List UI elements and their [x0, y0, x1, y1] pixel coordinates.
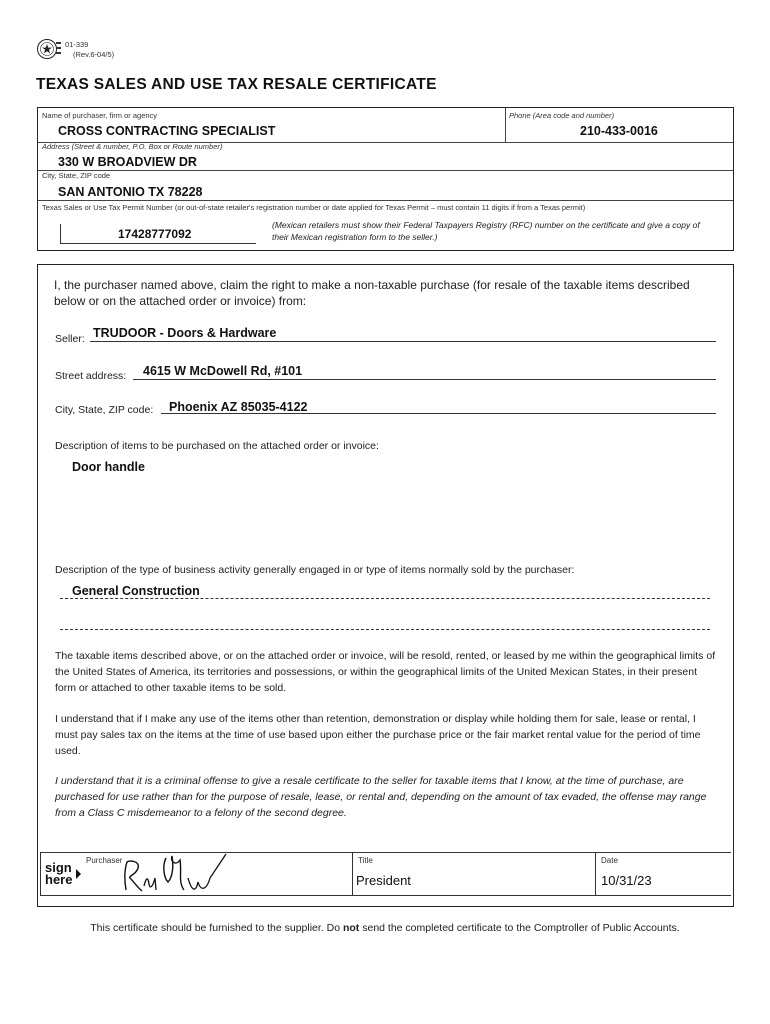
seller-city-field[interactable]: Phoenix AZ 85035-4122 [169, 400, 308, 414]
city-state-zip-field[interactable]: SAN ANTONIO TX 78228 [58, 185, 203, 199]
purchaser-signature[interactable] [118, 848, 233, 898]
sign-here-line2: here [45, 872, 73, 887]
divider [38, 170, 733, 171]
city-state-zip-label: City, State, ZIP code [42, 171, 111, 180]
form-revision: (Rev.6-04/5) [73, 50, 115, 59]
business-underline-1 [60, 598, 710, 599]
permit-number-field[interactable]: 17428777092 [118, 227, 192, 241]
arrow-right-icon [76, 869, 81, 879]
use-tax-statement: I understand that if I make any use of the items other than retention, demonstration or display while holding them for sale, lease or rental, I must pay sales tax on the items at the time of use based upon either the purchase price or the fair market rental value for the period of time used. [55, 713, 701, 757]
footer-note [0, 922, 770, 934]
purchaser-name-field[interactable]: CROSS CONTRACTING SPECIALIST [58, 124, 276, 138]
business-description-label: Description of the type of business activity generally engaged in or type of items normally sold by the purchaser: [55, 564, 575, 576]
form-number: 01-339 [65, 40, 89, 49]
phone-field[interactable]: 210-433-0016 [580, 124, 658, 138]
seller-field[interactable]: TRUDOOR - Doors & Hardware [93, 326, 277, 340]
items-description-label: Description of items to be purchased on the attached order or invoice: [55, 440, 379, 452]
seller-label: Seller: [55, 333, 85, 345]
criminal-offense-statement: I understand that it is a criminal offense to give a resale certificate to the seller for taxable items that I know, at the time of purchase, are purchased for use rather than for the purpose of resale, lease, or rental and, depending on the amount of tax evaded, the offense may range from a Class C misdemeanor to a felony of the second degree. [55, 775, 707, 819]
divider [595, 852, 596, 895]
footer-text-bold: not [342, 922, 360, 934]
street-address-underline [133, 379, 716, 380]
claim-intro: I, the purchaser named above, claim the right to make a non-taxable purchase (for resale of the taxable items described below or on the attached order or invoice) from: [54, 278, 690, 308]
divider [38, 200, 733, 201]
title-field[interactable]: President [356, 873, 411, 888]
purchaser-signature-label: Purchaser [86, 856, 123, 865]
purchaser-name-label: Name of purchaser, firm or agency [42, 111, 158, 120]
seller-underline [90, 341, 716, 342]
date-label: Date [601, 856, 618, 865]
date-field[interactable]: 10/31/23 [601, 873, 652, 888]
business-underline-2 [60, 629, 710, 630]
texas-seal-logo [36, 38, 62, 60]
mexican-retailer-note: (Mexican retailers must show their Federal Taxpayers Registry (RFC) number on the certificate and give a copy of their Mexican registration form to the seller.) [272, 220, 700, 242]
street-address-field[interactable]: 4615 W McDowell Rd, #101 [143, 364, 303, 378]
address-field[interactable]: 330 W BROADVIEW DR [58, 155, 197, 169]
phone-label: Phone (Area code and number) [509, 111, 615, 120]
page-title: TEXAS SALES AND USE TAX RESALE CERTIFICATE [36, 76, 437, 93]
sign-here-line1: sign [45, 860, 72, 875]
permit-number-label: Texas Sales or Use Tax Permit Number (or out-of-state retailer's registration number or date applied for Texas Permit – must contain 11 digits if from a Texas permit) [42, 203, 586, 212]
items-description-field[interactable]: Door handle [72, 460, 145, 474]
divider [352, 852, 353, 895]
business-description-field[interactable]: General Construction [72, 584, 200, 598]
street-address-label: Street address: [55, 370, 127, 382]
seller-city-label: City, State, ZIP code: [55, 404, 154, 416]
footer-text-before: This certificate should be furnished to the supplier. Do [90, 922, 343, 934]
divider [40, 852, 41, 895]
form-number-block [64, 40, 114, 60]
divider [505, 108, 506, 142]
resale-statement: The taxable items described above, or on the attached order or invoice, will be resold, rented, or leased by me within the geographical limits of the United States of America, its territories and possessions, or within the geographical limits of the United Mexican States, in their present form or attached to other taxable items to be sold. [55, 650, 716, 694]
title-label: Title [358, 856, 373, 865]
sign-here-marker [45, 862, 72, 886]
address-label: Address (Street & number, P.O. Box or Route number) [42, 142, 223, 151]
footer-text-after: send the completed certificate to the Comptroller of Public Accounts. [359, 922, 680, 934]
